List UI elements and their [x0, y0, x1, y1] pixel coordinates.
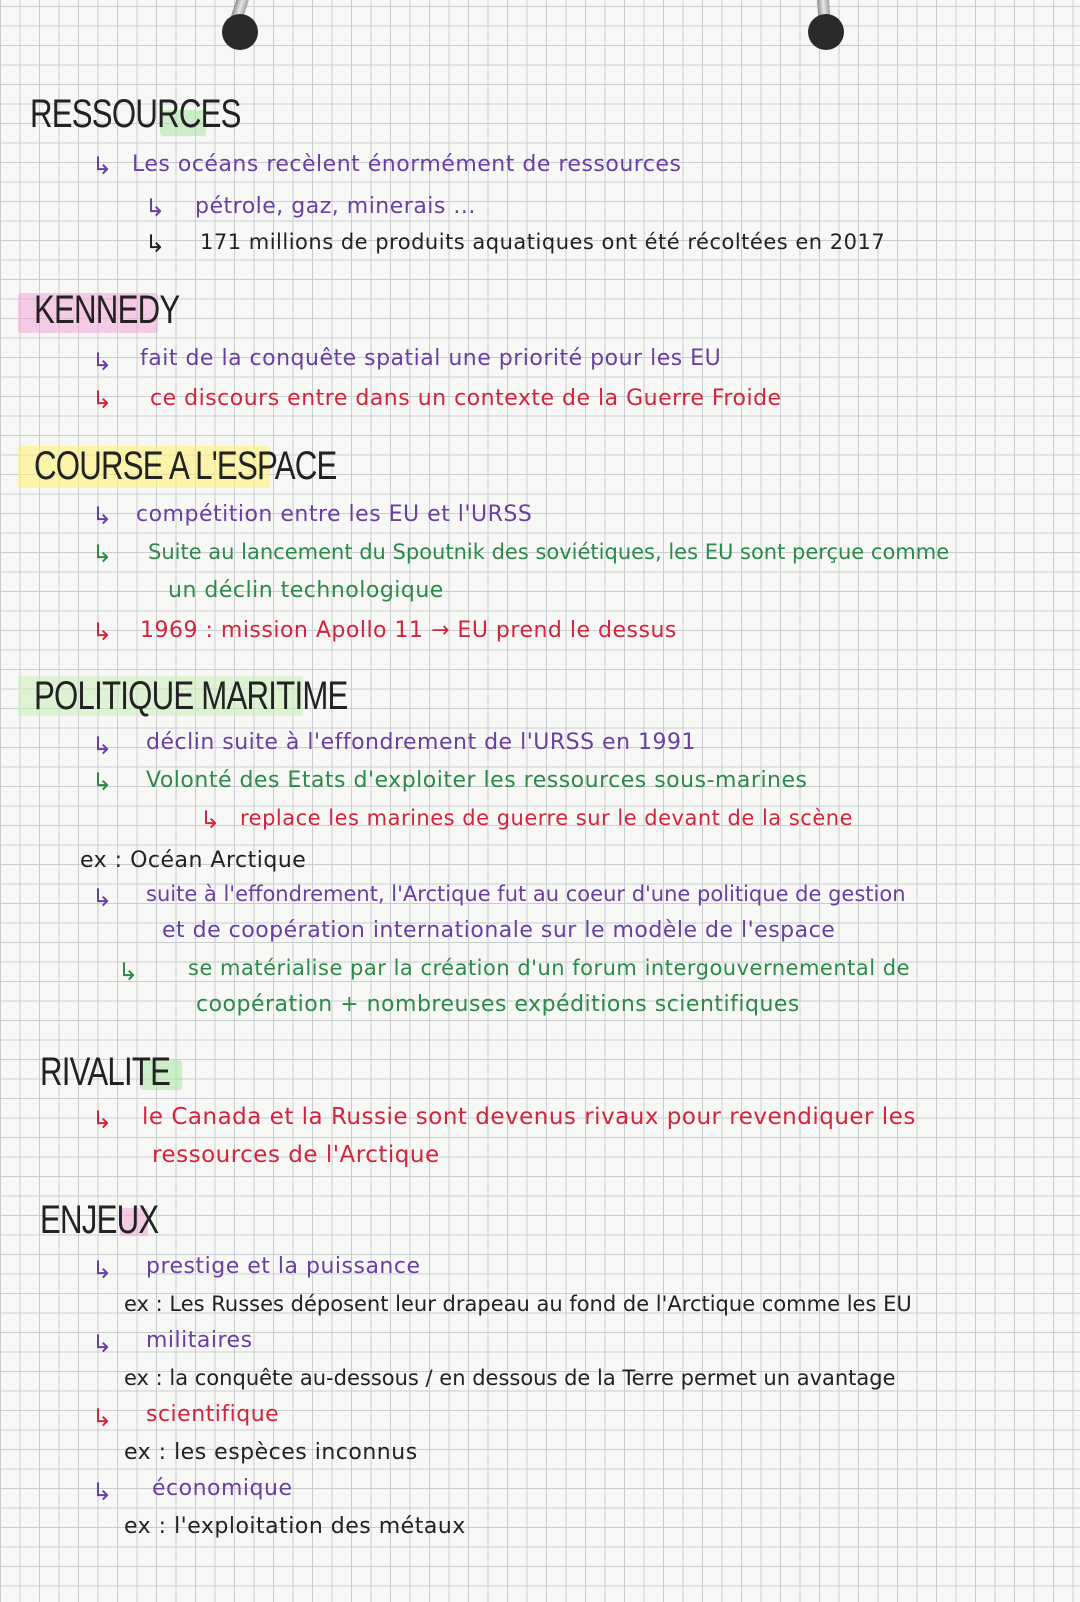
arrow-icon: ↳ — [92, 768, 113, 796]
heading-rivalite: RIVALITE — [40, 1050, 171, 1094]
enjeux-line-2: militaires — [146, 1328, 253, 1353]
enjeux-example-1: ex : Les Russes déposent leur drapeau au fond de l'Arctique comme les EU — [124, 1292, 912, 1316]
politique-line-3: replace les marines de guerre sur le devant de la scène — [240, 806, 853, 830]
rivalite-line-1b: ressources de l'Arctique — [152, 1142, 440, 1168]
ressources-line-2: pétrole, gaz, minerais ... — [195, 194, 476, 219]
politique-line-5: se matérialise par la création d'un forum intergouvernemental de — [188, 956, 911, 980]
course-line-1: compétition entre les EU et l'URSS — [136, 502, 533, 527]
heading-kennedy: KENNEDY — [34, 288, 180, 332]
arrow-icon: ↳ — [92, 884, 113, 912]
enjeux-example-2: ex : la conquête au-dessous / en dessous de la Terre permet un avantage — [124, 1366, 896, 1390]
enjeux-line-3: scientifique — [146, 1402, 280, 1427]
arrow-icon: ↳ — [92, 1330, 113, 1358]
heading-enjeux: ENJEUX — [40, 1198, 159, 1242]
arrow-icon: ↳ — [118, 958, 139, 986]
arrow-icon: ↳ — [92, 502, 113, 530]
politique-line-4: suite à l'effondrement, l'Arctique fut au coeur d'une politique de gestion — [146, 882, 906, 906]
politique-line-2: Volonté des Etats d'exploiter les ressources sous-marines — [146, 768, 808, 793]
arrow-icon: ↳ — [92, 1256, 113, 1284]
arrow-icon: ↳ — [92, 618, 113, 646]
binder-ring-right — [808, 0, 844, 50]
kennedy-line-1: fait de la conquête spatial une priorité pour les EU — [140, 346, 722, 371]
arrow-icon: ↳ — [145, 230, 166, 258]
enjeux-example-4: ex : l'exploitation des métaux — [124, 1514, 466, 1539]
ressources-line-1: Les océans recèlent énormément de ressources — [132, 152, 682, 177]
enjeux-example-3: ex : les espèces inconnus — [124, 1440, 418, 1465]
rivalite-line-1: le Canada et la Russie sont devenus rivaux pour revendiquer les — [142, 1104, 916, 1130]
politique-line-5b: coopération + nombreuses expéditions scientifiques — [196, 992, 800, 1017]
ressources-line-3: 171 millions de produits aquatiques ont été récoltées en 2017 — [200, 230, 886, 254]
politique-line-4b: et de coopération internationale sur le modèle de l'espace — [162, 918, 836, 943]
binder-ring-left — [222, 0, 258, 50]
arrow-icon: ↳ — [92, 1106, 113, 1134]
enjeux-line-4: économique — [152, 1476, 293, 1501]
heading-course: COURSE A L'ESPACE — [34, 444, 337, 488]
politique-line-1: déclin suite à l'effondrement de l'URSS en 1991 — [146, 730, 697, 755]
heading-politique: POLITIQUE MARITIME — [34, 674, 348, 718]
course-line-3: 1969 : mission Apollo 11 → EU prend le dessus — [140, 618, 677, 643]
arrow-icon: ↳ — [92, 152, 113, 180]
course-line-2: Suite au lancement du Spoutnik des soviétiques, les EU sont perçue comme — [148, 540, 950, 564]
arrow-icon: ↳ — [92, 732, 113, 760]
kennedy-line-2: ce discours entre dans un contexte de la Guerre Froide — [150, 386, 782, 411]
enjeux-line-1: prestige et la puissance — [146, 1254, 421, 1279]
arrow-icon: ↳ — [92, 1404, 113, 1432]
politique-example: ex : Océan Arctique — [80, 848, 307, 873]
arrow-icon: ↳ — [92, 386, 113, 414]
course-line-2b: un déclin technologique — [168, 578, 444, 603]
heading-ressources: RESSOURCES — [30, 92, 241, 136]
arrow-icon: ↳ — [92, 540, 113, 568]
arrow-icon: ↳ — [92, 348, 113, 376]
arrow-icon: ↳ — [200, 806, 221, 834]
arrow-icon: ↳ — [92, 1478, 113, 1506]
arrow-icon: ↳ — [145, 194, 166, 222]
